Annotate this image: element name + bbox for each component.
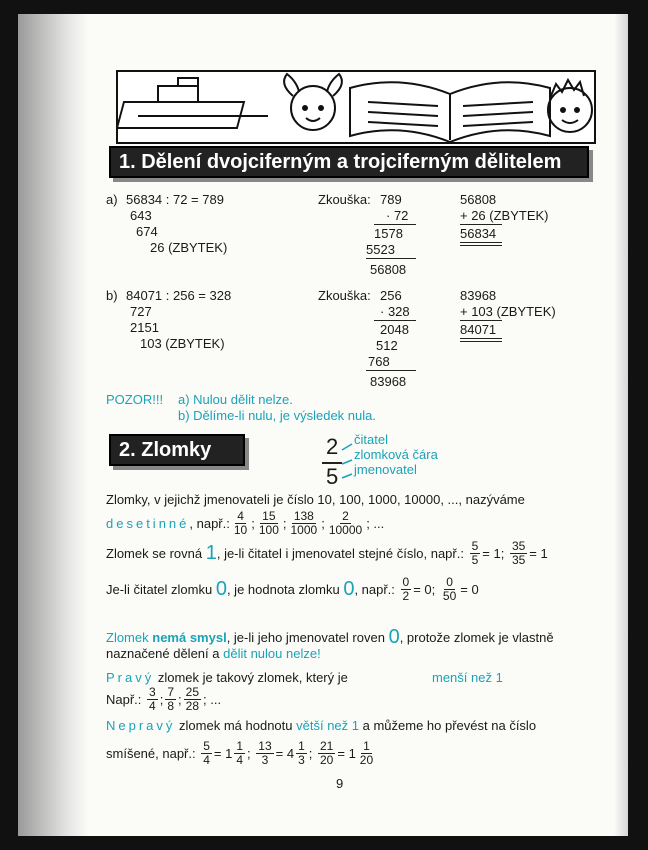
- example-b-label: b): [106, 288, 118, 303]
- school-illustration-icon: [118, 72, 594, 142]
- check-b-result: 83968: [370, 374, 407, 389]
- decimal-text-2: , např.:: [189, 516, 230, 531]
- proper-line: Pravý zlomek je takový zlomek, který je: [106, 670, 348, 685]
- book-page: [18, 14, 628, 836]
- check-b-line: 768: [368, 354, 390, 369]
- improper-line: Nepravý zlomek má hodnotu větší než 1 a můžeme ho převést na číslo: [106, 718, 537, 733]
- check-a-sum: + 26 (ZBYTEK): [460, 208, 549, 223]
- proper-less: menší než 1: [432, 670, 503, 685]
- decimal-word: desetinné: [106, 516, 190, 531]
- check-b-sum: 83968: [460, 288, 497, 303]
- check-b-line: 512: [376, 338, 398, 353]
- fraction: $\frac{2}{10000}$: [328, 509, 363, 537]
- nonsense-line-2: naznačené dělení a dělit nulou nelze!: [106, 646, 321, 661]
- underline: [460, 338, 502, 339]
- section-1-title: 1. Dělení dvojciferným a trojciferným dělitelem: [109, 146, 589, 178]
- check-b-label: Zkouška:: [318, 288, 371, 303]
- diagram-denominator: 5: [326, 464, 339, 489]
- check-a-line: 5523: [366, 242, 395, 257]
- underline: [374, 224, 416, 225]
- check-b-line: · 328: [380, 304, 410, 319]
- diagram-label-bar: zlomková čára: [354, 447, 438, 462]
- example-a-label: a): [106, 192, 118, 207]
- improper-examples: smíšené, např.: $\frac{5}{4}$ = 1 $\frac{1}{4}$ ; $\frac{13}{3}$ = 4 $\frac{1}{3}$ ; $\frac{21}{20}$ = 1 $\frac{1}{20}$: [106, 739, 374, 767]
- example-a-expr: 56834 : 72 = 789: [126, 192, 224, 207]
- check-a-line: 1578: [374, 226, 403, 241]
- check-b-sum: + 103 (ZBYTEK): [460, 304, 556, 319]
- decimal-text: Zlomky, v jejichž jmenovateli je číslo 10, 100, 1000, 10000, ..., nazýváme: [106, 492, 525, 507]
- warning-b: b) Dělíme-li nulu, je výsledek nula.: [178, 408, 376, 423]
- underline: [460, 245, 502, 246]
- fraction: $\frac{4}{10}$: [233, 509, 248, 537]
- header-illustration: [116, 70, 596, 144]
- warning-label: POZOR!!!: [106, 392, 164, 407]
- section-2-title: 2. Zlomky: [109, 434, 245, 466]
- page-edge: [614, 14, 628, 836]
- example-a-step: 674: [136, 224, 158, 239]
- example-a-remainder: 26 (ZBYTEK): [150, 240, 228, 255]
- check-a-line: · 72: [386, 208, 409, 223]
- example-a-step: 643: [130, 208, 152, 223]
- underline: [460, 341, 502, 342]
- check-a-sum: 56808: [460, 192, 497, 207]
- diagram-numerator: 2: [326, 434, 339, 459]
- diagram-label-numerator: čitatel: [354, 432, 388, 447]
- diagram-label-denominator: jmenovatel: [354, 462, 417, 477]
- check-b-line: 256: [380, 288, 402, 303]
- nonsense-line-1: Zlomek nemá smysl , je-li jeho jmenovatel roven 0 , protože zlomek je vlastně: [106, 626, 554, 648]
- check-a-line: 789: [380, 192, 402, 207]
- one-value: 1: [205, 542, 217, 564]
- fraction: $\frac{138}{1000}$: [290, 509, 318, 537]
- decimal-examples: desetinné , např.: $\frac{4}{10}$ ; $\frac{15}{100}$ ; $\frac{138}{1000}$ ; $\frac{2}{10000}$ ; ...: [106, 509, 385, 537]
- check-a-label: Zkouška:: [318, 192, 371, 207]
- example-b-step: 2151: [130, 320, 159, 335]
- underline: [374, 320, 416, 321]
- underline: [460, 242, 502, 243]
- page-number: 9: [336, 776, 344, 791]
- check-b-sum-result: 84071: [460, 322, 497, 337]
- proper-examples: Např.: $\frac{3}{4}$ ; $\frac{7}{8}$ ; $\frac{25}{28}$ ; ...: [106, 685, 222, 713]
- example-b-step: 727: [130, 304, 152, 319]
- underline: [366, 370, 416, 371]
- underline: [366, 258, 416, 259]
- example-b-expr: 84071 : 256 = 328: [126, 288, 232, 303]
- check-a-result: 56808: [370, 262, 407, 277]
- check-a-sum-result: 56834: [460, 226, 497, 241]
- example-b-remainder: 103 (ZBYTEK): [140, 336, 225, 351]
- page-gutter: [18, 14, 88, 836]
- underline: [460, 224, 502, 225]
- fraction: $\frac{15}{100}$: [258, 509, 279, 537]
- warning-a: a) Nulou dělit nelze.: [178, 392, 293, 407]
- zero-numerator-line: Je-li čitatel zlomku 0 , je hodnota zlomku 0 , např.: $\frac{0}{2}$ = 0; $\frac{0}{50}$ = 0: [106, 575, 479, 603]
- underline: [460, 320, 502, 321]
- equals-one-line: Zlomek se rovná 1 , je-li čitatel i jmenovatel stejné číslo, např.: $\frac{5}{5}$ = 1; $\frac{35}{35}$ = 1: [106, 539, 548, 567]
- check-b-line: 2048: [380, 322, 409, 337]
